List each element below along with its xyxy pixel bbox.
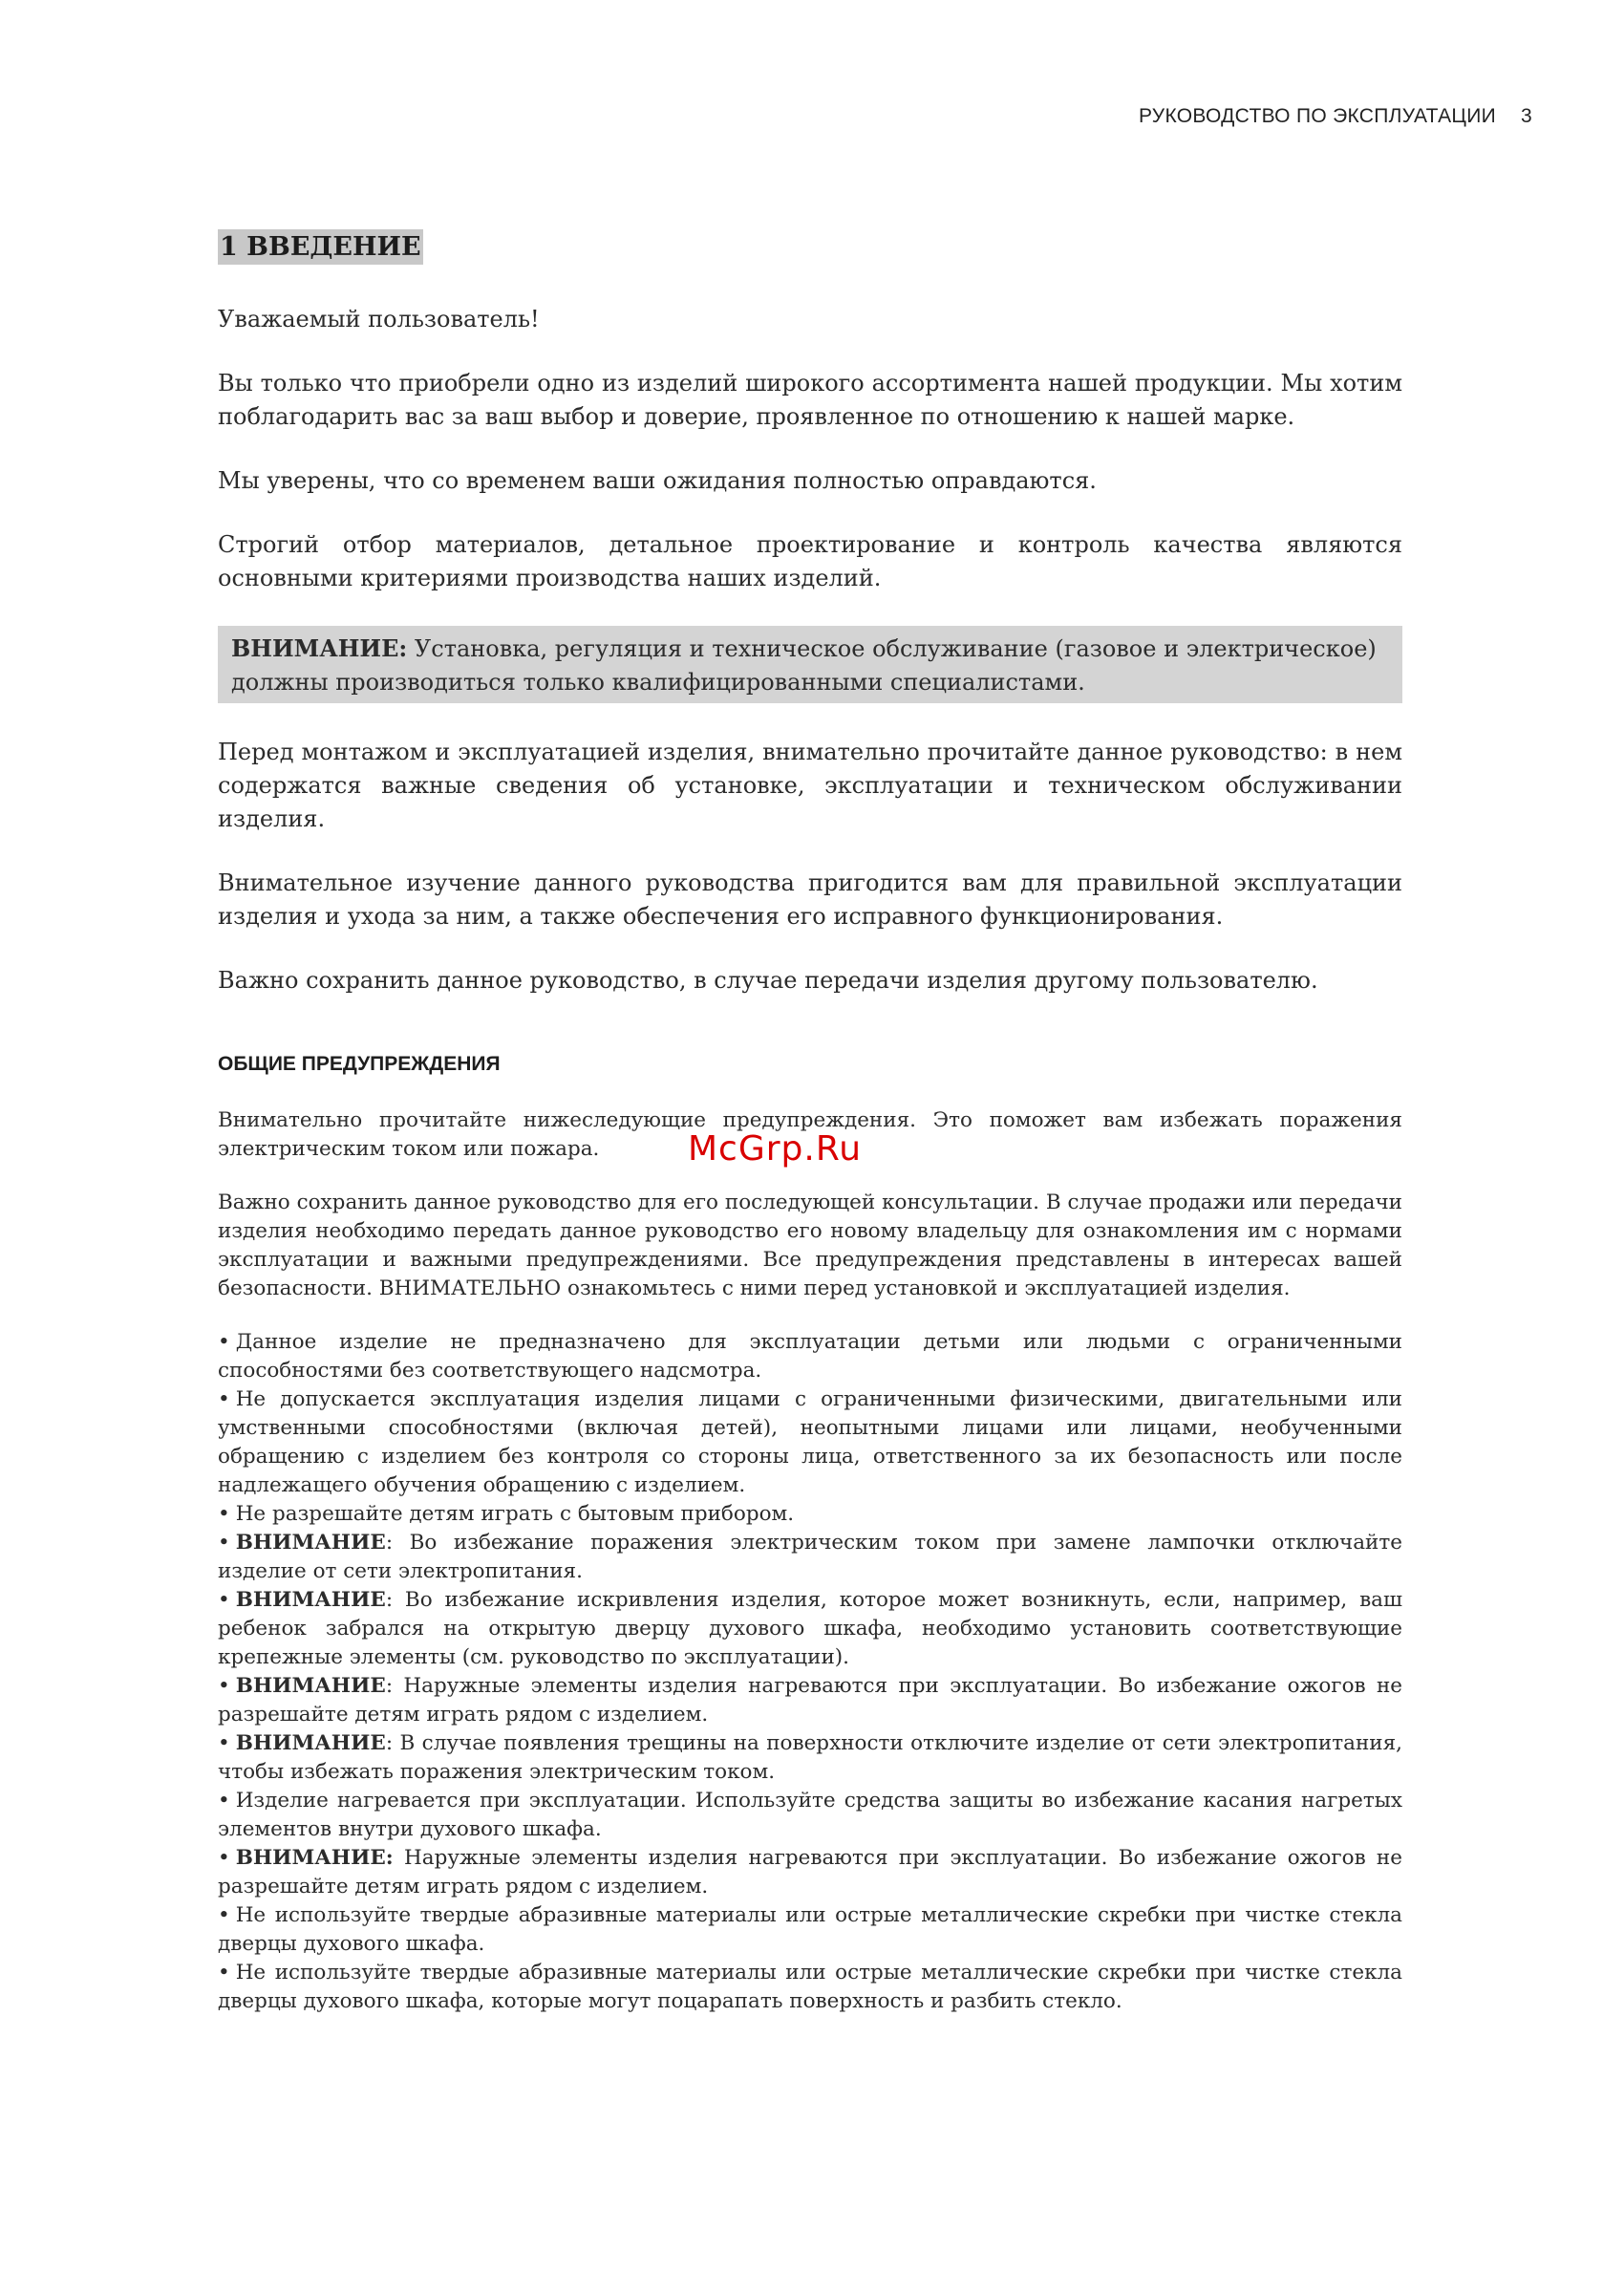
bullet-dot: •: [218, 1502, 230, 1526]
list-item: [218, 1586, 1402, 1672]
warnings-list: [218, 1328, 1402, 2016]
bullet-dot: •: [218, 1731, 230, 1755]
notice-text: Установка, регуляция и техническое обслуживание (газовое и электрическое) должны производиться только квалифицированными специалистами.: [231, 635, 1377, 696]
list-item: [218, 1672, 1402, 1729]
list-item: [218, 1328, 1402, 1385]
warning-text: Данное изделие не предназначено для эксплуатации детьми или людьми с ограниченными способностями без соответствующего надсмотра.: [218, 1330, 1402, 1383]
bullet-dot: •: [218, 1387, 230, 1411]
general-warnings-heading: ОБЩИЕ ПРЕДУПРЕЖДЕНИЯ: [218, 1053, 501, 1075]
bullet-dot: •: [218, 1846, 230, 1870]
intro-paragraph: Вы только что приобрели одно из изделий широкого ассортимента нашей продукции. Мы хотим поблагодарить вас за ваш выбор и доверие, проявленное по отношению к нашей марке.: [218, 370, 1402, 430]
intro-paragraph: Перед монтажом и эксплуатацией изделия, внимательно прочитайте данное руководство: в нем содержатся важные сведения об установке, эксплуатации и техническом обслуживании изделия.: [218, 739, 1402, 832]
bullet-dot: •: [218, 1531, 230, 1555]
page-content: [218, 229, 1402, 2016]
list-item: [218, 1729, 1402, 1787]
warning-text: : Во избежание поражения электрическим током при замене лампочки отключайте изделие от сети электропитания.: [218, 1531, 1402, 1583]
warning-label: ВНИМАНИЕ: [235, 1531, 386, 1555]
warning-text: : Наружные элементы изделия нагреваются при эксплуатации. Во избежание ожогов не разрешайте детям играть рядом с изделием.: [218, 1674, 1402, 1727]
bullet-dot: •: [218, 1674, 230, 1698]
bullet-dot: •: [218, 1903, 230, 1927]
warning-text: Не допускается эксплуатация изделия лицами с ограниченными физическими, двигательными или умственными способностями (включая детей), неопытными лицами или лицами, необученными обращению с изделием без контроля со стороны лица, ответственного за их безопасность или после надлежащего обучения обращению с изделием.: [218, 1387, 1402, 1497]
list-item: [218, 1385, 1402, 1500]
warning-text: Не разрешайте детям играть с бытовым прибором.: [235, 1502, 795, 1526]
page-number: 3: [1521, 105, 1532, 127]
attention-notice: [218, 626, 1402, 703]
warning-text: Не используйте твердые абразивные материалы или острые металлические скребки при чистке стекла дверцы духового шкафа, которые могут поцарапать поверхность и разбить стекло.: [218, 1961, 1402, 2013]
bullet-dot: •: [218, 1961, 230, 1984]
warning-label: ВНИМАНИЕ: [235, 1588, 386, 1612]
list-item: [218, 1529, 1402, 1586]
intro-paragraph: Внимательное изучение данного руководства пригодится вам для правильной эксплуатации изделия и ухода за ним, а также обеспечения его исправного функционирования.: [218, 869, 1402, 930]
warning-text: : В случае появления трещины на поверхности отключите изделие от сети электропитания, чтобы избежать поражения электрическим током.: [218, 1731, 1402, 1784]
warnings-paragraph: Важно сохранить данное руководство для его последующей консультации. В случае продажи или передачи изделия необходимо передать данное руководство его новому владельцу для ознакомления им с нормами эксплуатации и важными предупреждениями. Все предупреждения представлены в интересах вашей безопасности. ВНИМАТЕЛЬНО ознакомьтесь с ними перед установкой и эксплуатацией изделия.: [218, 1191, 1402, 1300]
warning-text: Не используйте твердые абразивные материалы или острые металлические скребки при чистке стекла дверцы духового шкафа.: [218, 1903, 1402, 1956]
running-header-title: РУКОВОДСТВО ПО ЭКСПЛУАТАЦИИ: [1138, 105, 1497, 127]
list-item: [218, 1500, 1402, 1529]
section-title: 1 ВВЕДЕНИЕ: [218, 229, 423, 265]
list-item: [218, 1787, 1402, 1844]
warning-label: ВНИМАНИЕ:: [235, 1846, 394, 1870]
list-item: [218, 1901, 1402, 1959]
intro-paragraph: Строгий отбор материалов, детальное проектирование и контроль качества являются основными критериями производства наших изделий.: [218, 531, 1402, 591]
notice-label: ВНИМАНИЕ:: [231, 634, 408, 662]
bullet-dot: •: [218, 1588, 230, 1612]
warning-text: Наружные элементы изделия нагреваются при эксплуатации. Во избежание ожогов не разрешайте детям играть рядом с изделием.: [218, 1846, 1402, 1899]
running-header: [1139, 105, 1532, 128]
watermark: McGrp.Ru: [688, 1129, 863, 1169]
list-item: [218, 1959, 1402, 2016]
bullet-dot: •: [218, 1789, 230, 1813]
warning-text: : Во избежание искривления изделия, которое может возникнуть, если, например, ваш ребенок забрался на открытую дверцу духового шкафа, необходимо установить соответствующие крепежные элементы (см. руководство по эксплуатации).: [218, 1588, 1402, 1669]
intro-paragraph: Мы уверены, что со временем ваши ожидания полностью оправдаются.: [218, 467, 1097, 494]
intro-paragraph: Важно сохранить данное руководство, в случае передачи изделия другому пользователю.: [218, 967, 1318, 994]
warning-text: Изделие нагревается при эксплуатации. Используйте средства защиты во избежание касания нагретых элементов внутри духового шкафа.: [218, 1789, 1402, 1841]
warning-label: ВНИМАНИЕ: [235, 1731, 386, 1755]
greeting: Уважаемый пользователь!: [218, 306, 540, 333]
bullet-dot: •: [218, 1330, 230, 1354]
list-item: [218, 1844, 1402, 1901]
warnings-paragraph: Внимательно прочитайте нижеследующие предупреждения. Это поможет вам избежать поражения электрическим током или пожара.: [218, 1108, 1402, 1161]
warning-label: ВНИМАНИЕ: [235, 1674, 386, 1698]
